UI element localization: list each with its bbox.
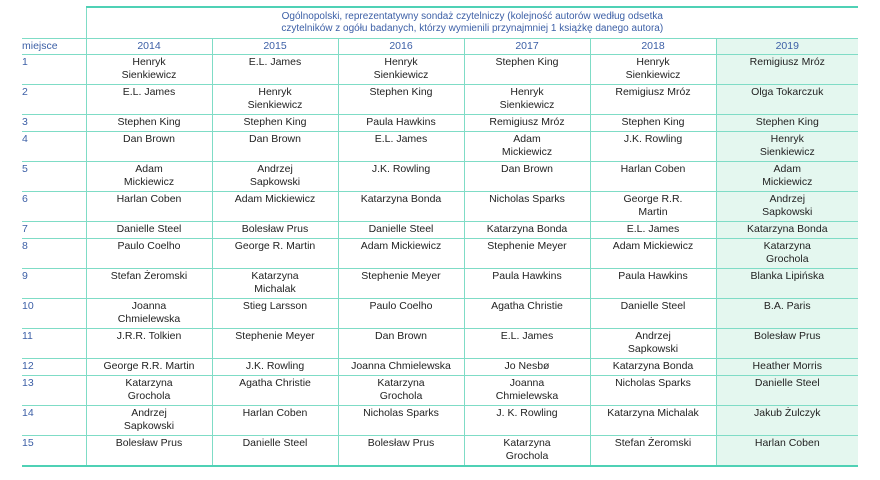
author-name-line: Paulo Coelho — [369, 300, 433, 312]
author-name-line: Sienkiewicz — [373, 69, 429, 81]
author-cell — [464, 436, 590, 467]
author-cell — [716, 269, 858, 299]
rank-cell: 15 — [22, 436, 86, 467]
author-cell — [590, 269, 716, 299]
author-name-line: Paula Hawkins — [618, 270, 688, 282]
table-title — [86, 7, 858, 39]
author-cell — [212, 436, 338, 467]
author-name-line: Paula Hawkins — [492, 270, 562, 282]
author-cell — [590, 329, 716, 359]
author-cell — [338, 192, 464, 222]
author-name-line: Stephen King — [369, 86, 433, 98]
author-name-line: Harlan Coben — [620, 163, 686, 175]
author-cell — [86, 359, 212, 376]
author-name-line: Danielle Steel — [620, 300, 686, 312]
author-name-line: Joanna Chmielewska — [351, 360, 451, 372]
author-cell — [212, 329, 338, 359]
table-row — [22, 436, 858, 467]
author-cell — [212, 85, 338, 115]
author-name-line: Joanna — [509, 377, 545, 389]
author-cell — [464, 269, 590, 299]
author-name-line: Bolesław Prus — [115, 437, 183, 449]
author-cell — [590, 376, 716, 406]
author-name-line: Andrzej — [257, 163, 293, 175]
author-name-line: Danielle Steel — [116, 223, 182, 235]
table-title-line-1: Ogólnopolski, reprezentatywny sondaż czytelniczy (kolejność autorów według odsetka — [281, 10, 663, 22]
table-row — [22, 115, 858, 132]
author-cell — [86, 299, 212, 329]
author-cell — [590, 406, 716, 436]
author-name-line: George R. Martin — [234, 240, 316, 252]
author-cell — [338, 329, 464, 359]
author-name-line: Danielle Steel — [368, 223, 434, 235]
author-cell — [464, 132, 590, 162]
author-name-line: Dan Brown — [501, 163, 553, 175]
rank-cell: 3 — [22, 115, 86, 132]
author-cell — [716, 436, 858, 467]
author-name-line: Heather Morris — [752, 360, 822, 372]
author-cell — [338, 132, 464, 162]
author-cell — [338, 376, 464, 406]
author-cell — [464, 162, 590, 192]
author-name-line: Remigiusz Mróz — [489, 116, 565, 128]
author-cell — [86, 239, 212, 269]
table-row — [22, 132, 858, 162]
rank-cell: 1 — [22, 55, 86, 85]
title-corner-cell — [22, 7, 86, 39]
author-cell — [590, 162, 716, 192]
author-name-line: Katarzyna Michalak — [607, 407, 699, 419]
author-cell — [86, 406, 212, 436]
author-name-line: Stephenie Meyer — [361, 270, 441, 282]
author-name-line: Katarzyna Bonda — [360, 193, 442, 205]
rank-cell: 7 — [22, 222, 86, 239]
author-cell — [212, 192, 338, 222]
author-name-line: Joanna — [131, 300, 167, 312]
author-name-line: Stephen King — [621, 116, 685, 128]
author-name-line: Sienkiewicz — [625, 69, 681, 81]
author-name-line: J.K. Rowling — [371, 163, 431, 175]
author-name-line: Henryk — [510, 86, 544, 98]
author-name-line: Nicholas Sparks — [363, 407, 439, 419]
author-name-line: Katarzyna Bonda — [746, 223, 828, 235]
author-cell — [590, 192, 716, 222]
author-cell — [338, 299, 464, 329]
author-cell — [338, 222, 464, 239]
author-name-line: Andrzej — [635, 330, 671, 342]
author-cell — [716, 239, 858, 269]
author-name-line: Andrzej — [131, 407, 167, 419]
author-name-line: Stefan Żeromski — [110, 270, 188, 282]
author-cell — [464, 115, 590, 132]
author-cell — [464, 406, 590, 436]
author-name-line: Grochola — [127, 390, 171, 402]
author-name-line: Danielle Steel — [242, 437, 308, 449]
table-row — [22, 269, 858, 299]
table-row — [22, 192, 858, 222]
author-cell — [86, 192, 212, 222]
author-name-line: Chmielewska — [117, 313, 181, 325]
author-name-line: Sapkowski — [123, 420, 175, 432]
author-name-line: Bolesław Prus — [754, 330, 821, 342]
author-name-line: Bolesław Prus — [241, 223, 309, 235]
author-cell — [212, 55, 338, 85]
author-cell — [716, 299, 858, 329]
author-cell — [716, 406, 858, 436]
rank-cell: 14 — [22, 406, 86, 436]
author-cell — [212, 115, 338, 132]
author-cell — [212, 162, 338, 192]
author-name-line: Katarzyna — [503, 437, 551, 449]
author-cell — [338, 85, 464, 115]
author-cell — [590, 299, 716, 329]
author-name-line: Katarzyna Bonda — [486, 223, 568, 235]
author-cell — [86, 162, 212, 192]
author-name-line: Stephenie Meyer — [487, 240, 567, 252]
author-cell — [86, 85, 212, 115]
author-cell — [716, 132, 858, 162]
author-name-line: Katarzyna — [377, 377, 425, 389]
year-header-row — [22, 39, 858, 55]
author-name-line: Olga Tokarczuk — [751, 86, 824, 98]
author-name-line: Martin — [638, 206, 668, 218]
author-name-line: E.L. James — [500, 330, 554, 342]
table-row — [22, 55, 858, 85]
author-name-line: E.L. James — [248, 56, 302, 68]
author-name-line: Remigiusz Mróz — [615, 86, 691, 98]
rank-cell: 12 — [22, 359, 86, 376]
author-name-line: Adam Mickiewicz — [234, 193, 316, 205]
year-header: 2016 — [338, 39, 464, 55]
author-cell — [212, 222, 338, 239]
author-cell — [86, 269, 212, 299]
author-cell — [212, 132, 338, 162]
author-name-line: Dan Brown — [123, 133, 175, 145]
table-row — [22, 222, 858, 239]
author-cell — [212, 269, 338, 299]
table-row — [22, 376, 858, 406]
author-name-line: Paula Hawkins — [366, 116, 436, 128]
rank-cell: 8 — [22, 239, 86, 269]
author-name-line: Dan Brown — [249, 133, 301, 145]
author-name-line: Sapkowski — [627, 343, 679, 355]
author-cell — [590, 239, 716, 269]
author-name-line: Chmielewska — [495, 390, 559, 402]
rank-cell: 6 — [22, 192, 86, 222]
author-name-line: Mickiewicz — [501, 146, 553, 158]
author-name-line: B.A. Paris — [763, 300, 811, 312]
author-cell — [464, 376, 590, 406]
table-title-line-2: czytelników z ogółu badanych, którzy wymienili przynajmniej 1 książkę danego autora) — [281, 23, 664, 34]
author-cell — [86, 329, 212, 359]
author-cell — [590, 222, 716, 239]
table-row — [22, 162, 858, 192]
author-cell — [716, 329, 858, 359]
author-cell — [212, 359, 338, 376]
author-name-line: Stefan Żeromski — [614, 437, 692, 449]
author-cell — [464, 55, 590, 85]
author-cell — [86, 55, 212, 85]
author-name-line: Grochola — [505, 450, 549, 462]
author-cell — [590, 55, 716, 85]
author-name-line: George R.R. — [623, 193, 683, 205]
author-name-line: Jakub Żulczyk — [754, 407, 821, 419]
reading-survey-table — [22, 6, 858, 467]
author-cell — [590, 132, 716, 162]
author-name-line: Katarzyna Bonda — [612, 360, 694, 372]
author-cell — [464, 192, 590, 222]
year-header: 2017 — [464, 39, 590, 55]
author-cell — [86, 376, 212, 406]
table-row — [22, 406, 858, 436]
author-name-line: Henryk — [384, 56, 418, 68]
author-name-line: Bolesław Prus — [367, 437, 435, 449]
author-name-line: Paulo Coelho — [117, 240, 181, 252]
author-name-line: Harlan Coben — [754, 437, 820, 449]
author-name-line: J.R.R. Tolkien — [116, 330, 182, 342]
author-name-line: Henryk — [770, 133, 804, 145]
author-cell — [338, 436, 464, 467]
author-cell — [212, 239, 338, 269]
author-cell — [716, 115, 858, 132]
author-name-line: J. K. Rowling — [496, 407, 558, 419]
author-cell — [716, 85, 858, 115]
author-name-line: Dan Brown — [375, 330, 427, 342]
rank-cell: 2 — [22, 85, 86, 115]
author-name-line: Adam — [135, 163, 163, 175]
author-cell — [590, 436, 716, 467]
author-cell — [212, 376, 338, 406]
author-cell — [716, 55, 858, 85]
author-name-line: Jo Nesbø — [504, 360, 550, 372]
author-name-line: Sapkowski — [249, 176, 301, 188]
table-row — [22, 239, 858, 269]
author-cell — [464, 85, 590, 115]
author-cell — [212, 299, 338, 329]
author-name-line: Nicholas Sparks — [615, 377, 691, 389]
author-name-line: Blanka Lipińska — [750, 270, 825, 282]
table-row — [22, 85, 858, 115]
author-name-line: Stephen King — [755, 116, 819, 128]
author-name-line: Agatha Christie — [239, 377, 311, 389]
author-cell — [338, 359, 464, 376]
author-name-line: Adam — [773, 163, 801, 175]
author-name-line: Harlan Coben — [242, 407, 308, 419]
author-name-line: Michalak — [254, 283, 296, 295]
author-name-line: Grochola — [765, 253, 809, 265]
table-row — [22, 359, 858, 376]
table-row — [22, 299, 858, 329]
author-cell — [338, 406, 464, 436]
author-name-line: Adam Mickiewicz — [612, 240, 694, 252]
rank-column-header: miejsce — [22, 39, 86, 55]
author-cell — [464, 239, 590, 269]
author-name-line: E.L. James — [626, 223, 680, 235]
author-cell — [716, 222, 858, 239]
author-name-line: J.K. Rowling — [623, 133, 683, 145]
author-name-line: Grochola — [379, 390, 423, 402]
table-title-row — [22, 7, 858, 39]
author-name-line: Adam — [513, 133, 541, 145]
author-name-line: Katarzyna — [125, 377, 173, 389]
author-name-line: Stephen King — [117, 116, 181, 128]
year-header: 2015 — [212, 39, 338, 55]
rank-cell: 9 — [22, 269, 86, 299]
author-name-line: E.L. James — [374, 133, 428, 145]
rank-cell: 11 — [22, 329, 86, 359]
author-name-line: Agatha Christie — [491, 300, 563, 312]
author-name-line: Nicholas Sparks — [489, 193, 565, 205]
author-cell — [338, 162, 464, 192]
author-cell — [338, 55, 464, 85]
author-name-line: Andrzej — [769, 193, 806, 205]
author-cell — [464, 329, 590, 359]
author-name-line: Sienkiewicz — [499, 99, 555, 111]
author-cell — [212, 406, 338, 436]
table-row — [22, 329, 858, 359]
author-name-line: Stephenie Meyer — [235, 330, 315, 342]
author-cell — [464, 222, 590, 239]
author-name-line: Sienkiewicz — [759, 146, 815, 158]
ranking-table-container — [22, 6, 858, 467]
author-name-line: Mickiewicz — [123, 176, 175, 188]
author-name-line: Katarzyna — [251, 270, 299, 282]
author-name-line: Remigiusz Mróz — [749, 56, 825, 68]
author-name-line: George R.R. Martin — [103, 360, 195, 372]
author-cell — [86, 132, 212, 162]
author-name-line: Henryk — [258, 86, 292, 98]
rank-cell: 5 — [22, 162, 86, 192]
author-cell — [86, 115, 212, 132]
rank-cell: 10 — [22, 299, 86, 329]
author-name-line: Henryk — [132, 56, 166, 68]
author-cell — [86, 436, 212, 467]
author-name-line: Mickiewicz — [762, 176, 813, 188]
author-cell — [338, 239, 464, 269]
author-cell — [338, 115, 464, 132]
author-cell — [464, 359, 590, 376]
author-cell — [716, 376, 858, 406]
author-name-line: Adam Mickiewicz — [360, 240, 442, 252]
author-name-line: Harlan Coben — [116, 193, 182, 205]
author-name-line: J.K. Rowling — [245, 360, 305, 372]
author-cell — [590, 85, 716, 115]
author-cell — [590, 115, 716, 132]
author-cell — [86, 222, 212, 239]
author-name-line: Stephen King — [243, 116, 307, 128]
author-name-line: Sienkiewicz — [121, 69, 177, 81]
rank-cell: 13 — [22, 376, 86, 406]
author-name-line: Danielle Steel — [754, 377, 820, 389]
author-cell — [590, 359, 716, 376]
author-name-line: Stieg Larsson — [242, 300, 308, 312]
author-cell — [716, 192, 858, 222]
rank-cell: 4 — [22, 132, 86, 162]
year-header: 2018 — [590, 39, 716, 55]
author-cell — [716, 162, 858, 192]
author-name-line: E.L. James — [122, 86, 176, 98]
author-name-line: Sienkiewicz — [247, 99, 303, 111]
year-header: 2014 — [86, 39, 212, 55]
author-cell — [716, 359, 858, 376]
author-name-line: Henryk — [636, 56, 670, 68]
author-cell — [464, 299, 590, 329]
author-name-line: Sapkowski — [762, 206, 813, 218]
author-name-line: Stephen King — [495, 56, 559, 68]
year-header: 2019 — [716, 39, 858, 55]
author-cell — [338, 269, 464, 299]
author-name-line: Katarzyna — [763, 240, 811, 252]
